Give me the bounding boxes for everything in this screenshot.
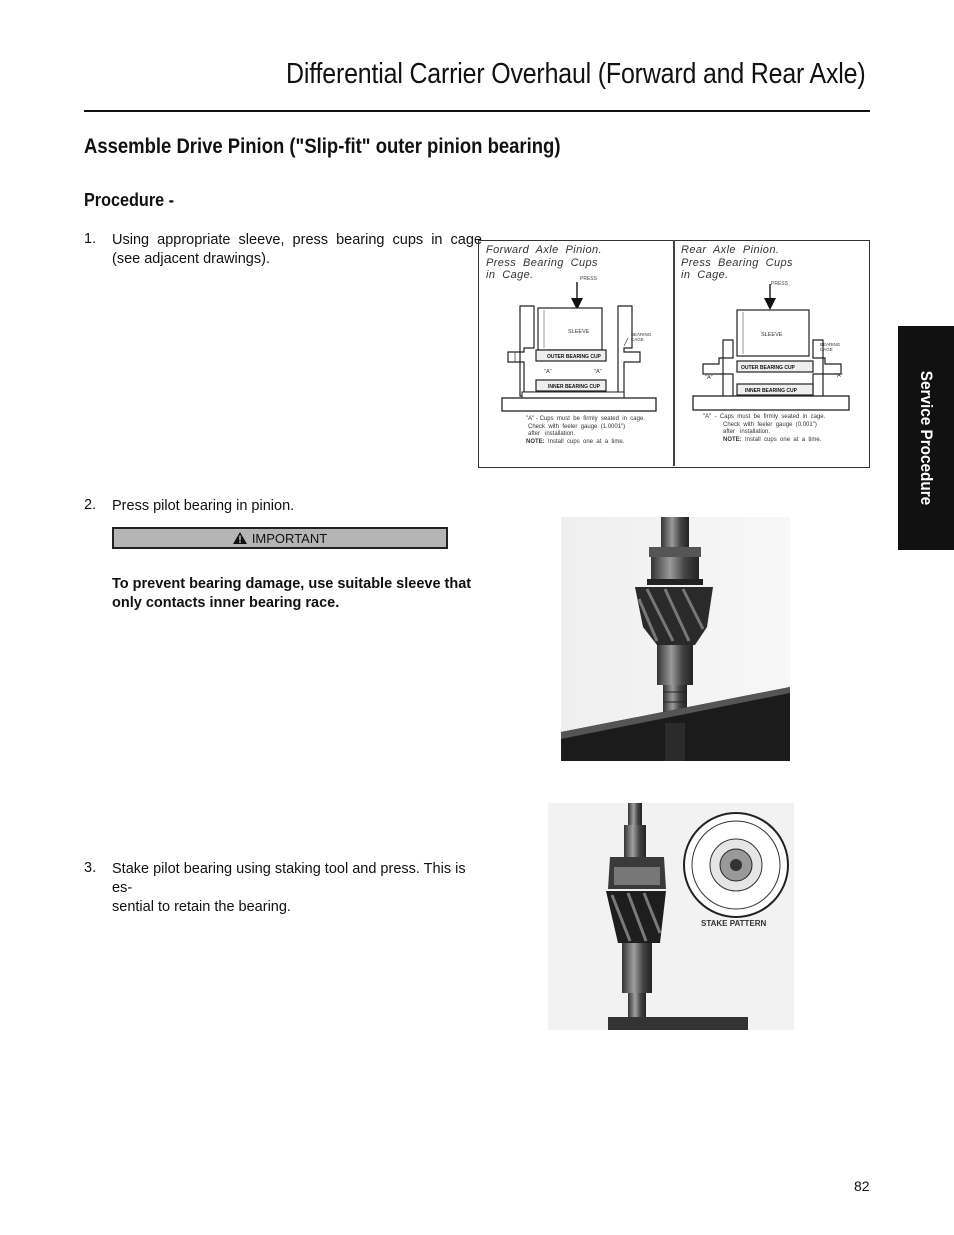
note-label: NOTE: [723,436,742,443]
page-title: Differential Carrier Overhaul (Forward and Rear Axle) [286,58,866,90]
sleeve-label: SLEEVE [568,329,590,335]
note-label: NOTE: [526,438,545,445]
section-heading: Assemble Drive Pinion ("Slip-fit" outer pinion bearing) [84,135,561,158]
note-line: after installation. [528,431,576,437]
procedure-heading: Procedure - [84,190,175,210]
press-plate [502,398,656,411]
a-label: "A" [705,375,713,381]
sleeve-label: SLEEVE [761,332,783,338]
outer-cup-label: OUTER BEARING CUP [741,365,795,371]
bearing-cage-left-wall [508,306,534,396]
stake-pattern-label: STAKE PATTERN [701,919,767,928]
a-label: "A" [835,373,843,379]
outer-cup-label: OUTER BEARING CUP [547,354,601,360]
note-line: Check with feeler gauge (0.001") [723,421,817,428]
bearing-cage-label: BEARING CAGE [820,342,841,352]
pilot-bearing-press-photo [561,517,790,761]
figure-note [703,414,825,444]
press-label: PRESS [580,276,597,282]
inner-cup-label: INNER BEARING CUP [548,384,600,390]
cage-base [522,392,624,398]
press-plate [693,396,849,410]
note-line: "A" - Cups must be firmly seated in cage. [526,416,645,422]
step-text: Press pilot bearing in pinion. [112,498,295,514]
bearing-cage-right-wall [618,306,640,396]
warning-triangle-icon [233,532,247,544]
step-text: Using appropriate sleeve, press bearing cups in cage (see adjacent drawings). [112,232,482,267]
bearing-cage-left-wall [703,340,733,400]
step-text: Stake pilot bearing using staking tool and press. This is es- sential to retain the bearing. [112,861,466,915]
important-text: To prevent bearing damage, use suitable sleeve that only contacts inner bearing race. [112,576,472,611]
important-label: IMPORTANT [251,530,328,546]
figure-caption: Rear Axle Pinion. Press Bearing Cups in Cage. [681,244,793,281]
inner-cup-label: INNER BEARING CUP [745,388,797,394]
title-divider [84,110,870,112]
figure-note [526,416,645,446]
note-line: after installation. [723,429,771,435]
note-line: Check with feeler gauge (1.0001") [528,423,626,430]
step-number: 1. [84,231,97,247]
a-label: "A" [594,369,602,375]
page-number: 82 [854,1178,870,1194]
important-callout [112,527,448,549]
note-line: "A" - Caps must be firmly seated in cage. [703,414,826,420]
bearing-cage-label: BEARING CAGE [631,332,652,342]
side-tab-label: Service Procedure [917,370,936,506]
press-label: PRESS [771,281,788,287]
step-number: 2. [84,497,97,513]
press-arrow-icon [764,298,776,310]
figure-caption: Forward Axle Pinion. Press Bearing Cups in Cage. [486,244,602,281]
a-label: "A" [544,369,552,375]
stake-pattern-diagram [684,813,788,917]
note-line: Install cups one at a time. [745,436,822,443]
step-number: 3. [84,860,97,876]
staking-photo [548,803,794,1030]
note-line: Install cups one at a time. [548,438,625,445]
